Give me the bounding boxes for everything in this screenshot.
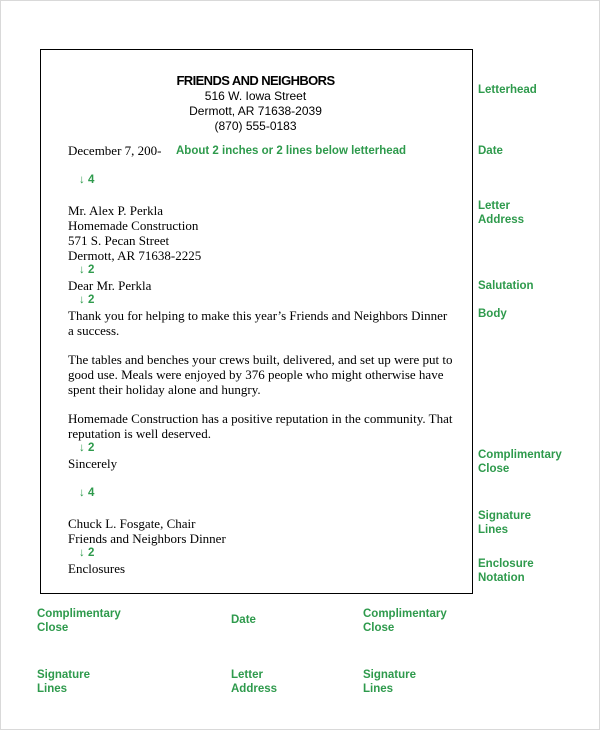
label-complimentary-close: Complimentary Close (478, 449, 562, 475)
date-note: About 2 inches or 2 lines below letterhead (176, 145, 407, 157)
label-date: Date (478, 145, 503, 157)
spacing-after-close: ↓ 4 (79, 487, 95, 499)
letter-date: December 7, 200- (68, 143, 162, 158)
body-line: good use. Meals were enjoyed by 376 people who might otherwise have (68, 367, 444, 382)
letterhead-phone: (870) 555-0183 (214, 119, 297, 133)
address-line: Mr. Alex P. Perkla (68, 203, 163, 218)
body-line: a success. (68, 323, 120, 338)
bottom-label-date: Date (231, 614, 256, 626)
label-body: Body (478, 308, 507, 320)
bottom-label-complimentary-close: Complimentary Close (37, 608, 121, 634)
label-enclosure-notation: Enclosure Notation (478, 558, 534, 584)
spacing-after-signature: ↓ 2 (79, 547, 95, 559)
address-line: Dermott, AR 71638-2225 (68, 248, 202, 263)
salutation: Dear Mr. Perkla (68, 278, 152, 293)
body-line: reputation is well deserved. (68, 426, 211, 441)
label-letterhead: Letterhead (478, 84, 537, 96)
spacing-after-address: ↓ 2 (79, 264, 95, 276)
signature-line: Friends and Neighbors Dinner (68, 531, 226, 546)
complimentary-close: Sincerely (68, 456, 118, 471)
spacing-after-date: ↓ 4 (79, 174, 95, 186)
label-salutation: Salutation (478, 280, 534, 292)
body-line: Homemade Construction has a positive reputation in the community. That (68, 411, 453, 426)
address-line: Homemade Construction (68, 218, 199, 233)
spacing-after-body: ↓ 2 (79, 442, 95, 454)
signature-line: Chuck L. Fosgate, Chair (68, 516, 196, 531)
bottom-label-signature-lines: Signature Lines (363, 669, 417, 695)
body-line: Thank you for helping to make this year’s Friends and Neighbors Dinner (68, 308, 448, 323)
address-line: 571 S. Pecan Street (68, 233, 170, 248)
label-letter-address: Letter Address (478, 200, 525, 226)
letterhead-street: 516 W. Iowa Street (204, 89, 307, 103)
label-signature-lines: Signature Lines (478, 510, 532, 536)
letterhead-city: Dermott, AR 71638-2039 (189, 104, 322, 118)
body-line: spent their holiday alone and hungry. (68, 382, 261, 397)
bottom-label-letter-address: Letter Address (231, 669, 278, 695)
bottom-label-signature-lines: Signature Lines (37, 669, 91, 695)
letterhead-name: FRIENDS AND NEIGHBORS (176, 73, 335, 88)
enclosure-notation: Enclosures (68, 561, 126, 576)
spacing-after-salutation: ↓ 2 (79, 294, 95, 306)
letterhead (40, 72, 471, 134)
body-line: The tables and benches your crews built, delivered, and set up were put to (68, 352, 453, 367)
bottom-label-complimentary-close: Complimentary Close (363, 608, 447, 634)
